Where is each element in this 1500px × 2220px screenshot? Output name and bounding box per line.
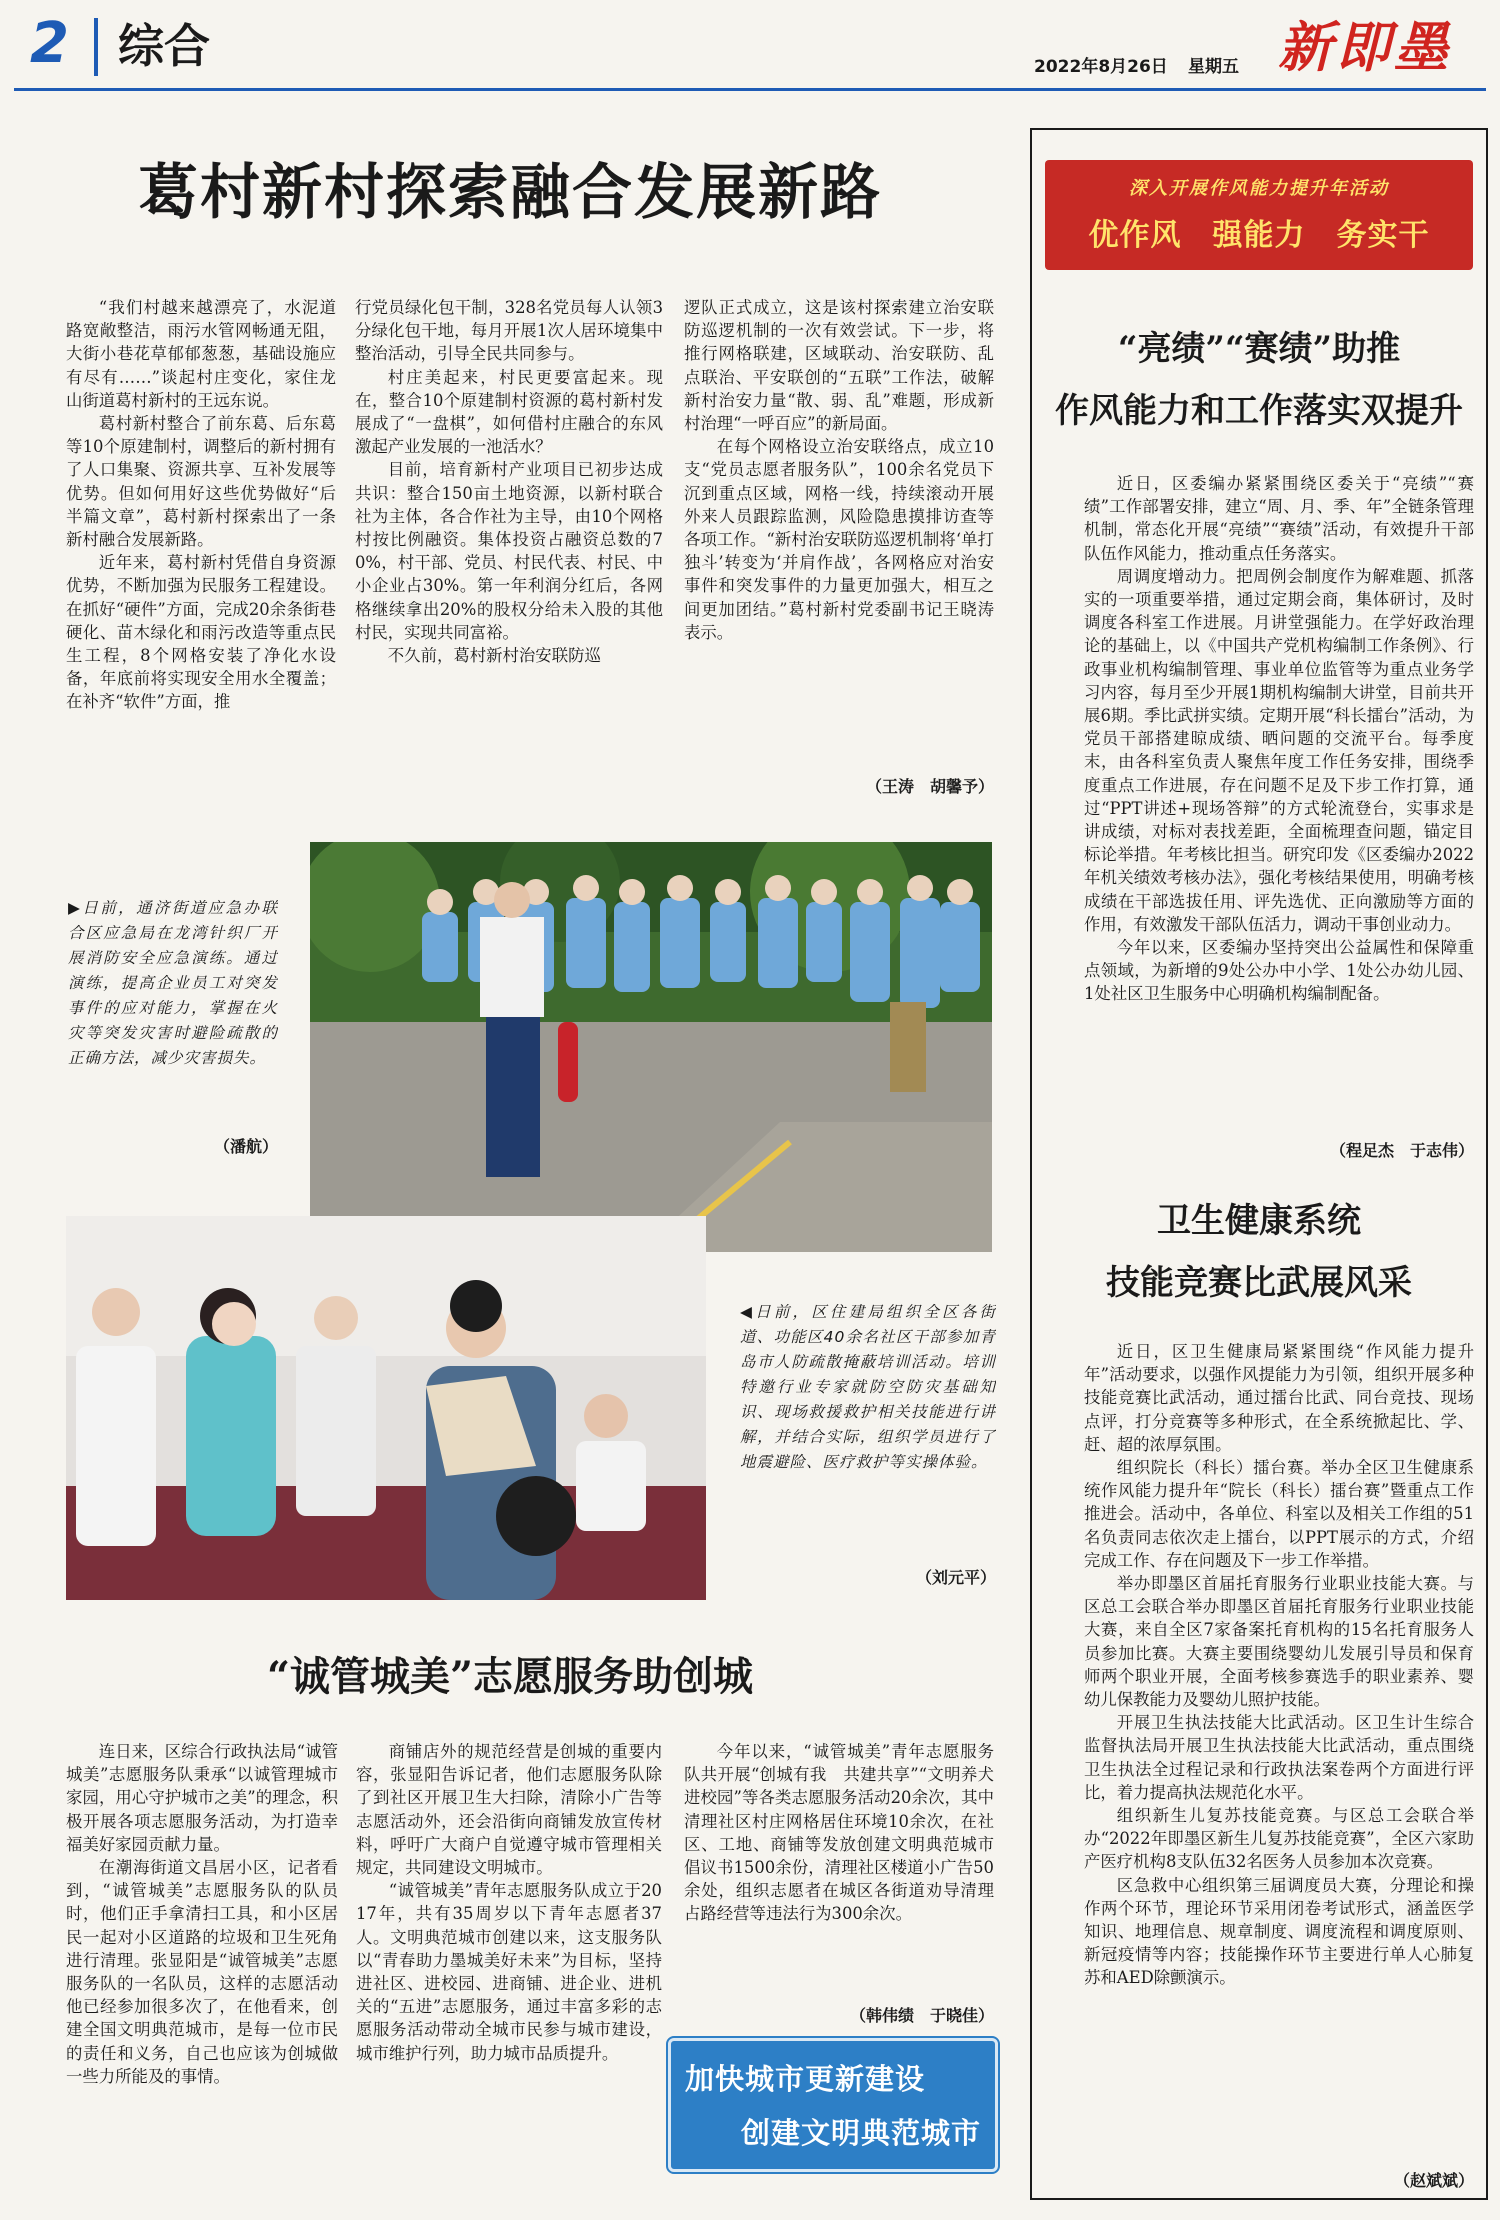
fire-drill-caption: ▶日前，通济街道应急办联合区应急局在龙湾针织厂开展消防安全应急演练。通过演练，提高企业员工对突发事件的应对能力，掌握在火灾等突发灾害时避险疏散的正确方法，减少灾害损失。 [68, 899, 278, 1067]
paragraph: 村庄美起来，村民更要富起来。现在，整合10个原建制村资源的葛村新村发展成了“一盘棋”，如何借村庄融合的东风激起产业发展的一池活水？ [355, 367, 663, 457]
training-photo-image [66, 1216, 706, 1600]
paragraph: 不久前，葛村新村治安联防巡 [387, 646, 601, 666]
header-divider [94, 18, 98, 76]
main-article-title: 葛村新村探索融合发展新路 [138, 158, 882, 228]
volunteer-col-2 [356, 1740, 662, 2200]
volunteer-col-3 [684, 1740, 994, 2006]
slogan-line-1: 加快城市更新建设 [685, 2062, 926, 2096]
title-line: “亮绩”“赛绩”助推 [1117, 329, 1401, 369]
paragraph: 组织新生儿复苏技能竞赛。与区总工会联合举办“2022年即墨区新生儿复苏技能竞赛”，全区六家助产医疗机构8支队伍32名医务人员参加本次竞赛。 [1084, 1806, 1474, 1872]
paragraph: 目前，培育新村产业项目已初步达成共识：整合150亩土地资源，以新村联合社为主体，各合作社为主导，由10个网格村按比例融资。集体投资占融资总数的70%，村干部、党员、村民代表、村民、中小企业占30%。第一年利润分红后，各网格继续拿出20%的股权分给未入股的其他村民，实现共同富裕。 [355, 460, 663, 642]
paragraph: 在每个网格设立治安联络点，成立10支“党员志愿者服务队”，100余名党员下沉到重点区域，网格一线，持续滚动开展外来人员跟踪监测，风险隐患摸排访查等各项工作。“新村治安联防巡逻机制将‘单打独斗’转变为‘并肩作战’，各网格应对治安事件和突发事件的力量更加强大，相互之间更加团结。”葛村新村党委副书记王晓涛表示。 [684, 437, 994, 642]
masthead-logo: 新即墨 [1278, 15, 1452, 79]
training-credit: （刘元平） [915, 1568, 996, 1587]
training-caption: ◀日前，区住建局组织全区各街道、功能区40余名社区干部参加青岛市人防疏散掩蔽培训活动。培训特邀行业专家就防空防灾基础知识、现场救援救护相关技能进行讲解，并结合实际，组织学员进行了地震避险、医疗救护等实操体验。 [740, 1303, 996, 1471]
paragraph: 开展卫生执法技能大比武活动。区卫生计生综合监督执法局开展卫生执法技能大比武活动，重点围绕卫生执法全过程记录和行政执法案卷两个方面进行评比，着力提高执法规范化水平。 [1084, 1713, 1474, 1802]
sidebar-article-1-credit: （程足杰 于志伟） [1329, 1141, 1474, 1160]
title-line: 技能竞赛比武展风采 [1106, 1263, 1412, 1303]
main-col-2 [355, 296, 663, 801]
main-col-3 [684, 296, 994, 774]
paragraph: 逻队正式成立，这是该村探索建立治安联防巡逻机制的一次有效尝试。下一步，将推行网格联建，区域联动、治安联防、乱点联治、平安联创的“五联”工作法，破解新村治安力量“散、弱、乱”难题，形成新村治理“一呼百应”的新局面。 [684, 298, 994, 434]
issue-date: 2022年8月26日 [1034, 57, 1168, 77]
section-name: 综合 [118, 19, 210, 73]
paragraph: 组织院长（科长）擂台赛。举办全区卫生健康系统作风能力提升年“院长（科长）擂台赛”暨重点工作推进会。活动中，各单位、科室以及相关工作组的51名负责同志依次走上擂台，以PPT展示的方式，介绍完成工作、存在问题及下一步工作举措。 [1084, 1458, 1474, 1570]
paragraph: 近年来，葛村新村凭借自身资源优势，不断加强为民服务工程建设。在抓好“硬件”方面，完成20余条街巷硬化、苗木绿化和雨污改造等重点民生工程，8个网格安装了净化水设备，年底前将实现安全用水全覆盖；在补齐“软件”方面，推 [66, 553, 336, 712]
fire-drill-credit: （潘航） [213, 1137, 278, 1156]
banner-subtitle: 深入开展作风能力提升年活动 [1129, 178, 1389, 199]
banner-title: 优作风 强能力 务实干 [1088, 218, 1430, 253]
paragraph: 在潮海街道文昌居小区，记者看到，“诚管城美”志愿服务队的队员时，他们正手拿清扫工具，和小区居民一起对小区道路的垃圾和卫生死角进行清理。张显阳是“诚管城美”志愿服务队的一名队员，这样的志愿活动他已经参加很多次了，在他看来，创建全国文明典范城市，是每一位市民的责任和义务，自己也应该为创城做一些力所能及的事情。 [66, 1858, 338, 2086]
sidebar-article-2-title [1040, 1190, 1478, 1314]
paragraph: “诚管城美”青年志愿服务队成立于2017年，共有35周岁以下青年志愿者37人。文明典范城市创建以来，这支服务队以“青春助力墨城美好未来”为目标，坚持进社区、进校园、进商铺、进企业、进机关的“五进”志愿服务，通过丰富多彩的志愿服务活动带动全城市民参与城市建设，城市维护行列，助力城市品质提升。 [356, 1881, 662, 2063]
volunteer-article-title: “诚管城美”志愿服务助创城 [266, 1653, 753, 1700]
issue-weekday: 星期五 [1188, 57, 1239, 77]
paragraph: 举办即墨区首届托育服务行业职业技能大赛。与区总工会联合举办即墨区首届托育服务行业职业技能大赛，来自全区7家备案托育机构的15名托育服务人员参加比赛。大赛主要围绕婴幼儿发展引导员和保育师两个职业开展，全面考核参赛选手的职业素养、婴幼儿保教能力及婴幼儿照护技能。 [1084, 1574, 1474, 1710]
paragraph: 今年以来，“诚管城美”青年志愿服务队共开展“创城有我 共建共享”“文明养犬进校园”等各类志愿服务活动20余次，其中清理社区村庄网格居住环境10余次，在社区、工地、商铺等发放创建文明典范城市倡议书1500余份，清理社区楼道小广告50余处，组织志愿者在城区各街道劝导清理占路经营等违法行为300余次。 [684, 1742, 994, 1924]
training-photo [66, 1216, 706, 1600]
volunteer-credit: （韩伟绩 于晓佳） [849, 2006, 994, 2025]
paragraph: 周调度增动力。把周例会制度作为解难题、抓落实的一项重要举措，通过定期会商，集体研讨，及时调度各科室工作进展。月讲堂强能力。在学好政治理论的基础上，以《中国共产党机构编制工作条例》、行政事业机构编制管理、事业单位监管等为重点业务学习内容，每月至少开展1期机构编制大讲堂，目前共开展6期。季比武拼实绩。定期开展“科长擂台”活动，为党员干部搭建晾成绩、晒问题的交流平台。每季度末，由各科室负责人聚焦年度工作任务安排，围绕季度重点工作进展，存在问题不足及下步工作打算，通过“PPT讲述+现场答辩”的方式轮流登台，实事求是讲成绩，对标对表找差距，全面梳理查问题，锚定目标论举措。年考核比担当。研究印发《区委编办2022年机关绩效考核办法》，强化考核结果使用，明确考核成绩在干部选拔任用、评先选优、正向激励等方面的作用，有效激发干部队伍活力，调动干事创业动力。 [1084, 566, 1474, 934]
paragraph: 行党员绿化包干制，328名党员每人认领3分绿化包干地，每月开展1次人居环境集中整治活动，引导全民共同参与。 [355, 298, 663, 364]
sidebar-article-1-body [1084, 472, 1474, 1136]
paragraph: 近日，区委编办紧紧围绕区委关于“亮绩”“赛绩”工作部署安排，建立“周、月、季、年”全链条管理机制，常态化开展“亮绩”“赛绩”活动，有效提升干部队伍作风能力，推动重点任务落实。 [1084, 474, 1474, 563]
paragraph: 葛村新村整合了前东葛、后东葛等10个原建制村，调整后的新村拥有了人口集聚、资源共享、互补发展等优势。但如何用好这些优势做好“后半篇文章”，葛村新村探索出了一条新村融合发展新路。 [66, 414, 336, 550]
sidebar-article-2-credit: （赵斌斌） [1393, 2171, 1474, 2190]
paragraph: 商铺店外的规范经营是创城的重要内容，张显阳告诉记者，他们志愿服务队除了到社区开展卫生大扫除，清除小广告等志愿活动外，还会沿街向商铺发放宣传材料，呼吁广大商户自觉遵守城市管理相关规定，共同建设文明城市。 [356, 1742, 662, 1878]
sidebar-article-1-title [1040, 318, 1478, 442]
paragraph: 连日来，区综合行政执法局“诚管城美”志愿服务队秉承“以诚管理城市家园，用心守护城市之美”的理念，积极开展各项志愿服务活动，为打造幸福美好家园贡献力量。 [66, 1742, 338, 1854]
title-line: 卫生健康系统 [1157, 1201, 1361, 1241]
sidebar-article-2-body [1084, 1340, 1474, 2140]
paragraph: 区急救中心组织第三届调度员大赛，分理论和操作两个环节，理论环节采用闭卷考试形式，涵盖医学知识、地理信息、规章制度、调度流程和调度原则、新冠疫情等内容；技能操作环节主要进行单人心肺复苏和AED除颤演示。 [1084, 1875, 1474, 1988]
header-rule [14, 88, 1486, 91]
sidebar-banner [1045, 160, 1473, 270]
paragraph: 今年以来，区委编办坚持突出公益属性和保障重点领域，为新增的9处公办中小学、1处公办幼儿园、1处社区卫生服务中心明确机构编制配备。 [1084, 938, 1474, 1004]
fire-drill-photo [310, 842, 992, 1252]
page-header [0, 0, 1500, 92]
main-article-credit: （王涛 胡馨予） [865, 777, 994, 796]
slogan-line-2: 创建文明典范城市 [740, 2116, 981, 2150]
fire-drill-photo-image [310, 842, 992, 1252]
page-number: 2 [30, 11, 69, 76]
volunteer-col-1 [66, 1740, 338, 2200]
paragraph: “我们村越来越漂亮了，水泥道路宽敞整洁，雨污水管网畅通无阻，大街小巷花草郁郁葱葱，基础设施应有尽有……”谈起村庄变化，家住龙山街道葛村新村的王远东说。 [66, 298, 336, 410]
slogan-box [668, 2038, 998, 2172]
title-line: 作风能力和工作落实双提升 [1055, 391, 1463, 431]
main-col-1 [66, 296, 336, 801]
paragraph: 近日，区卫生健康局紧紧围绕“作风能力提升年”活动要求，以强作风提能力为引领，组织开展多种技能竞赛比武活动，通过擂台比武、同台竞技、现场点评，打分竞赛等多种形式，在全系统掀起比、学、赶、超的浓厚氛围。 [1084, 1342, 1474, 1454]
